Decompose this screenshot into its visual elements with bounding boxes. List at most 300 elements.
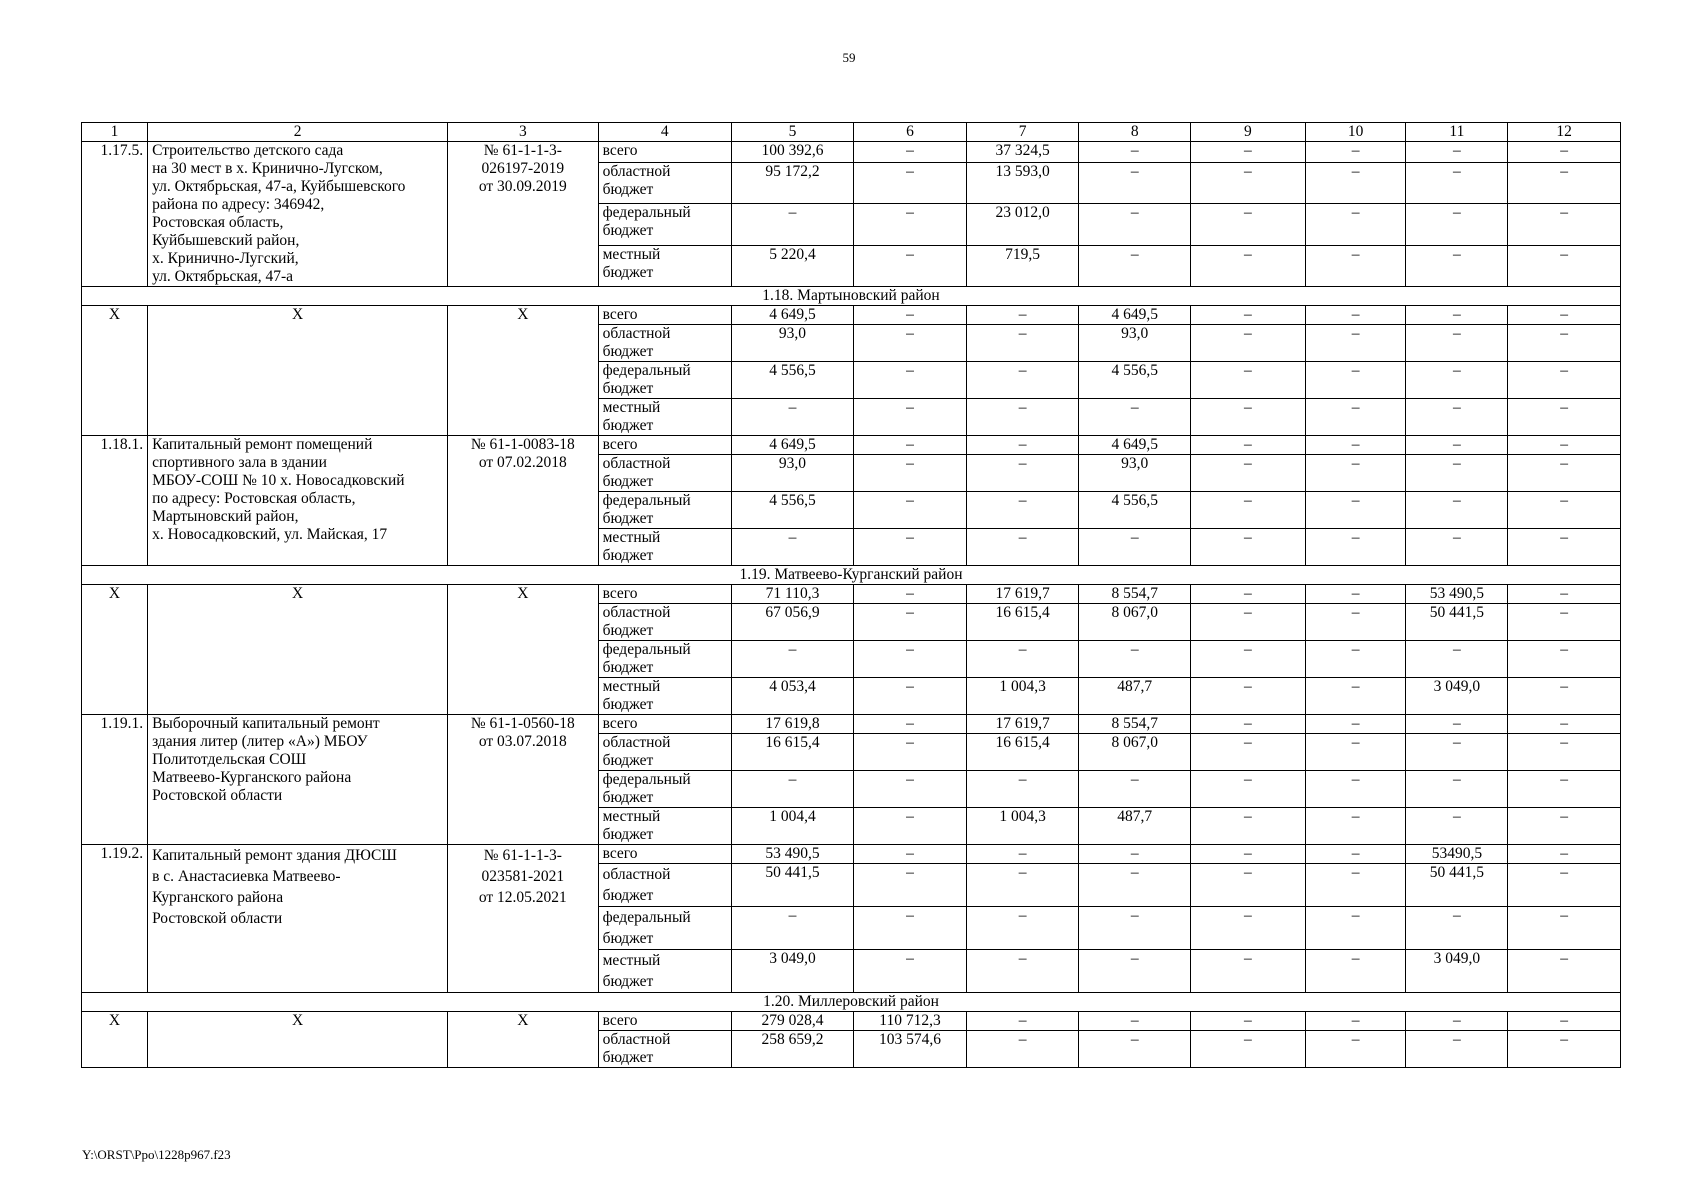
approval-doc-cell: [448, 845, 599, 993]
item-number: 1.19.1.: [82, 715, 148, 845]
amount-cell: –: [1305, 907, 1406, 950]
amount-cell: –: [1508, 808, 1621, 845]
amount-cell: –: [731, 641, 853, 678]
amount-cell: –: [1406, 907, 1508, 950]
amount-cell: –: [854, 604, 967, 641]
amount-cell: –: [1508, 950, 1621, 993]
column-number: 12: [1508, 123, 1621, 142]
approval-document: Х: [517, 306, 529, 323]
amount-cell: –: [1190, 436, 1305, 455]
amount-cell: –: [1305, 771, 1406, 808]
column-number: 1: [82, 123, 148, 142]
amount-cell: –: [854, 163, 967, 204]
amount-cell: 8 067,0: [1079, 604, 1191, 641]
funding-source-cell: [598, 204, 731, 245]
project-name-cell: [148, 585, 448, 715]
amount-cell: –: [1079, 907, 1191, 950]
amount-cell: –: [1508, 163, 1621, 204]
amount-cell: –: [1190, 734, 1305, 771]
amount-cell: –: [854, 204, 967, 245]
approval-document: Х: [517, 1012, 529, 1029]
amount-cell: 103 574,6: [854, 1031, 967, 1068]
amount-cell: –: [1305, 204, 1406, 245]
amount-cell: –: [1305, 604, 1406, 641]
item-number: 1.18.1.: [82, 436, 148, 566]
funding-source-cell: [598, 604, 731, 641]
project-name-cell: [148, 1012, 448, 1068]
budget-table: [81, 122, 1621, 1068]
project-name-cell: [148, 306, 448, 436]
amount-cell: –: [854, 362, 967, 399]
project-name-cell: [148, 845, 448, 993]
amount-cell: –: [1190, 771, 1305, 808]
amount-cell: 8 554,7: [1079, 585, 1191, 604]
amount-cell: –: [1190, 1031, 1305, 1068]
amount-cell: 5 220,4: [731, 245, 853, 286]
amount-cell: –: [966, 771, 1079, 808]
amount-cell: 93,0: [731, 455, 853, 492]
amount-cell: 4 649,5: [1079, 306, 1191, 325]
amount-cell: –: [854, 399, 967, 436]
amount-cell: –: [731, 771, 853, 808]
funding-source: федеральный бюджет: [602, 641, 691, 676]
amount-cell: 110 712,3: [854, 1012, 967, 1031]
amount-cell: –: [1190, 492, 1305, 529]
approval-doc-cell: [448, 585, 599, 715]
amount-cell: –: [1079, 142, 1191, 163]
amount-cell: 279 028,4: [731, 1012, 853, 1031]
amount-cell: –: [1406, 306, 1508, 325]
amount-cell: –: [1508, 641, 1621, 678]
amount-cell: 3 049,0: [1406, 678, 1508, 715]
amount-cell: –: [854, 492, 967, 529]
amount-cell: –: [1508, 399, 1621, 436]
funding-source: федеральный бюджет: [602, 362, 691, 397]
amount-cell: 4 053,4: [731, 678, 853, 715]
amount-cell: 16 615,4: [966, 604, 1079, 641]
amount-cell: –: [854, 325, 967, 362]
approval-doc-cell: [448, 715, 599, 845]
amount-cell: –: [966, 1031, 1079, 1068]
amount-cell: –: [854, 907, 967, 950]
funding-source: всего: [602, 436, 638, 453]
item-number: Х: [82, 585, 148, 715]
amount-cell: 4 649,5: [731, 306, 853, 325]
funding-source: всего: [602, 142, 638, 159]
funding-source: всего: [602, 845, 638, 862]
amount-cell: –: [731, 399, 853, 436]
project-name: Х: [291, 1012, 304, 1029]
item-number: 1.17.5.: [82, 142, 148, 287]
amount-cell: –: [966, 325, 1079, 362]
amount-cell: –: [1508, 492, 1621, 529]
amount-cell: –: [1508, 734, 1621, 771]
amount-cell: –: [1190, 1012, 1305, 1031]
amount-cell: –: [1508, 436, 1621, 455]
amount-cell: 93,0: [731, 325, 853, 362]
approval-document: № 61-1-0560-18 от 03.07.2018: [470, 715, 575, 750]
funding-source-cell: [598, 436, 731, 455]
amount-cell: 93,0: [1079, 325, 1191, 362]
amount-cell: –: [854, 808, 967, 845]
amount-cell: 100 392,6: [731, 142, 853, 163]
amount-cell: 37 324,5: [966, 142, 1079, 163]
district-heading-row: [82, 287, 1621, 306]
amount-cell: –: [966, 399, 1079, 436]
amount-cell: –: [1190, 604, 1305, 641]
column-number: 2: [148, 123, 448, 142]
amount-cell: –: [1508, 604, 1621, 641]
amount-cell: –: [1079, 163, 1191, 204]
amount-cell: –: [1305, 1012, 1406, 1031]
amount-cell: –: [966, 455, 1079, 492]
amount-cell: –: [854, 678, 967, 715]
amount-cell: 13 593,0: [966, 163, 1079, 204]
amount-cell: –: [966, 907, 1079, 950]
amount-cell: –: [1079, 845, 1191, 864]
funding-row: [82, 715, 1621, 734]
amount-cell: –: [854, 715, 967, 734]
amount-cell: –: [1190, 864, 1305, 907]
amount-cell: –: [1406, 436, 1508, 455]
column-number: 7: [966, 123, 1079, 142]
funding-source: местный бюджет: [602, 529, 661, 564]
amount-cell: –: [1508, 845, 1621, 864]
amount-cell: –: [966, 864, 1079, 907]
project-name-cell: [148, 715, 448, 845]
amount-cell: –: [966, 641, 1079, 678]
amount-cell: –: [1305, 492, 1406, 529]
amount-cell: –: [1305, 641, 1406, 678]
project-name: Строительство детского сада на 30 мест в х. Кринично-Лугском, ул. Октябрьская, 47-а, Куйбышевского района по адресу: 346942, Ростовская область, Куйбышевский район, х. Кринично-Лугский, ул. Октябрьская, 47-а: [152, 142, 406, 285]
amount-cell: –: [1305, 1031, 1406, 1068]
funding-row: [82, 585, 1621, 604]
amount-cell: 1 004,4: [731, 808, 853, 845]
amount-cell: –: [1190, 529, 1305, 566]
district-heading-row: [82, 566, 1621, 585]
funding-source: областной бюджет: [602, 325, 671, 360]
amount-cell: 8 067,0: [1079, 734, 1191, 771]
funding-row: [82, 1012, 1621, 1031]
amount-cell: –: [1079, 245, 1191, 286]
funding-source-cell: [598, 1031, 731, 1068]
amount-cell: –: [1508, 907, 1621, 950]
amount-cell: –: [854, 142, 967, 163]
funding-source: областной бюджет: [602, 604, 671, 639]
funding-source-cell: [598, 163, 731, 204]
amount-cell: –: [1508, 245, 1621, 286]
amount-cell: 8 554,7: [1079, 715, 1191, 734]
footer-file-path: Y:\ORST\Ppo\1228p967.f23: [82, 1147, 231, 1162]
funding-row: [82, 306, 1621, 325]
amount-cell: 53 490,5: [731, 845, 853, 864]
amount-cell: –: [1508, 585, 1621, 604]
amount-cell: 23 012,0: [966, 204, 1079, 245]
amount-cell: –: [731, 204, 853, 245]
amount-cell: 487,7: [1079, 678, 1191, 715]
amount-cell: 50 441,5: [1406, 604, 1508, 641]
amount-cell: –: [854, 864, 967, 907]
funding-source: областной бюджет: [602, 163, 671, 199]
amount-cell: –: [1305, 245, 1406, 286]
amount-cell: –: [1190, 325, 1305, 362]
amount-cell: –: [1508, 864, 1621, 907]
district-heading: 1.19. Матвеево-Курганский район: [82, 566, 1621, 585]
amount-cell: –: [1305, 678, 1406, 715]
funding-source: местный бюджет: [602, 808, 661, 843]
district-heading: 1.18. Мартыновский район: [82, 287, 1621, 306]
column-number: 9: [1190, 123, 1305, 142]
amount-cell: –: [854, 950, 967, 993]
column-number: 10: [1305, 123, 1406, 142]
amount-cell: –: [1190, 204, 1305, 245]
amount-cell: –: [854, 845, 967, 864]
amount-cell: –: [1190, 163, 1305, 204]
amount-cell: 50 441,5: [731, 864, 853, 907]
amount-cell: –: [854, 734, 967, 771]
funding-row: [82, 845, 1621, 864]
amount-cell: –: [1190, 245, 1305, 286]
item-number: 1.19.2.: [82, 845, 148, 993]
funding-source-cell: [598, 492, 731, 529]
amount-cell: 4 556,5: [1079, 492, 1191, 529]
amount-cell: –: [1406, 245, 1508, 286]
amount-cell: 4 649,5: [1079, 436, 1191, 455]
funding-source-cell: [598, 641, 731, 678]
funding-source: федеральный бюджет: [602, 492, 691, 527]
amount-cell: –: [1508, 1012, 1621, 1031]
approval-doc-cell: [448, 436, 599, 566]
amount-cell: –: [1508, 529, 1621, 566]
funding-source-cell: [598, 245, 731, 286]
amount-cell: –: [1190, 678, 1305, 715]
funding-source-cell: [598, 808, 731, 845]
amount-cell: –: [1079, 204, 1191, 245]
amount-cell: –: [1190, 715, 1305, 734]
amount-cell: –: [1406, 734, 1508, 771]
amount-cell: 4 649,5: [731, 436, 853, 455]
amount-cell: 53490,5: [1406, 845, 1508, 864]
funding-source: областной бюджет: [602, 1031, 671, 1066]
amount-cell: –: [854, 529, 967, 566]
amount-cell: 4 556,5: [1079, 362, 1191, 399]
amount-cell: 1 004,3: [966, 808, 1079, 845]
amount-cell: 67 056,9: [731, 604, 853, 641]
amount-cell: –: [1406, 1012, 1508, 1031]
amount-cell: –: [1079, 529, 1191, 566]
item-number: Х: [82, 306, 148, 436]
amount-cell: –: [1406, 808, 1508, 845]
amount-cell: 16 615,4: [731, 734, 853, 771]
amount-cell: 1 004,3: [966, 678, 1079, 715]
funding-source: местный бюджет: [602, 952, 661, 990]
amount-cell: 4 556,5: [731, 492, 853, 529]
amount-cell: –: [1305, 715, 1406, 734]
amount-cell: –: [1190, 142, 1305, 163]
column-number-row: [82, 123, 1621, 142]
amount-cell: –: [854, 585, 967, 604]
amount-cell: –: [1190, 455, 1305, 492]
amount-cell: –: [1305, 529, 1406, 566]
amount-cell: –: [1305, 808, 1406, 845]
amount-cell: –: [1406, 529, 1508, 566]
amount-cell: –: [854, 771, 967, 808]
funding-source-cell: [598, 715, 731, 734]
funding-source: всего: [602, 715, 638, 732]
amount-cell: –: [1508, 325, 1621, 362]
funding-source: областной бюджет: [602, 455, 671, 490]
amount-cell: –: [1305, 950, 1406, 993]
funding-source-cell: [598, 1012, 731, 1031]
amount-cell: –: [1406, 163, 1508, 204]
funding-source: всего: [602, 585, 638, 602]
amount-cell: 17 619,8: [731, 715, 853, 734]
amount-cell: –: [854, 436, 967, 455]
project-name: Выборочный капитальный ремонт здания литер (литер «А») МБОУ Политотдельская СОШ Матвеево-Курганского района Ростовской области: [152, 715, 380, 804]
amount-cell: –: [1190, 845, 1305, 864]
funding-source-cell: [598, 845, 731, 864]
column-number: 11: [1406, 123, 1508, 142]
amount-cell: –: [1406, 641, 1508, 678]
funding-source: федеральный бюджет: [602, 771, 691, 806]
amount-cell: 17 619,7: [966, 715, 1079, 734]
amount-cell: –: [1079, 950, 1191, 993]
funding-source: областной бюджет: [602, 866, 671, 904]
column-number: 8: [1079, 123, 1191, 142]
amount-cell: –: [966, 436, 1079, 455]
amount-cell: –: [966, 306, 1079, 325]
amount-cell: –: [1190, 362, 1305, 399]
amount-cell: –: [1305, 845, 1406, 864]
amount-cell: 95 172,2: [731, 163, 853, 204]
funding-source-cell: [598, 529, 731, 566]
column-number: 3: [448, 123, 599, 142]
amount-cell: –: [1305, 455, 1406, 492]
amount-cell: 258 659,2: [731, 1031, 853, 1068]
funding-source: областной бюджет: [602, 734, 671, 769]
amount-cell: –: [1305, 399, 1406, 436]
amount-cell: –: [731, 907, 853, 950]
amount-cell: –: [1190, 399, 1305, 436]
amount-cell: 50 441,5: [1406, 864, 1508, 907]
amount-cell: 487,7: [1079, 808, 1191, 845]
funding-source-cell: [598, 362, 731, 399]
amount-cell: –: [1190, 808, 1305, 845]
item-number: Х: [82, 1012, 148, 1068]
amount-cell: 93,0: [1079, 455, 1191, 492]
amount-cell: –: [1079, 1031, 1191, 1068]
funding-row: [82, 142, 1621, 163]
amount-cell: –: [966, 492, 1079, 529]
funding-source-cell: [598, 950, 731, 993]
amount-cell: –: [1190, 907, 1305, 950]
amount-cell: –: [731, 529, 853, 566]
funding-source-cell: [598, 734, 731, 771]
amount-cell: –: [1305, 734, 1406, 771]
amount-cell: –: [1406, 325, 1508, 362]
amount-cell: –: [854, 306, 967, 325]
amount-cell: 17 619,7: [966, 585, 1079, 604]
amount-cell: –: [1508, 362, 1621, 399]
funding-source-cell: [598, 306, 731, 325]
approval-doc-cell: [448, 142, 599, 287]
amount-cell: –: [1508, 204, 1621, 245]
amount-cell: –: [1508, 678, 1621, 715]
amount-cell: –: [966, 1012, 1079, 1031]
amount-cell: –: [1406, 362, 1508, 399]
amount-cell: –: [1508, 1031, 1621, 1068]
funding-source: всего: [602, 306, 638, 323]
amount-cell: –: [1190, 585, 1305, 604]
amount-cell: –: [1406, 771, 1508, 808]
funding-source-cell: [598, 325, 731, 362]
funding-source-cell: [598, 907, 731, 950]
amount-cell: –: [1305, 585, 1406, 604]
amount-cell: –: [1508, 771, 1621, 808]
amount-cell: –: [966, 845, 1079, 864]
amount-cell: 3 049,0: [731, 950, 853, 993]
approval-doc-cell: [448, 1012, 599, 1068]
district-heading: 1.20. Миллеровский район: [82, 993, 1621, 1012]
amount-cell: –: [1305, 864, 1406, 907]
amount-cell: –: [1406, 1031, 1508, 1068]
amount-cell: –: [1406, 399, 1508, 436]
amount-cell: –: [1406, 492, 1508, 529]
amount-cell: –: [1508, 142, 1621, 163]
funding-source: всего: [602, 1012, 638, 1029]
funding-source-cell: [598, 455, 731, 492]
amount-cell: –: [1079, 641, 1191, 678]
amount-cell: 16 615,4: [966, 734, 1079, 771]
funding-source: местный бюджет: [602, 678, 661, 713]
approval-document: Х: [517, 585, 529, 602]
amount-cell: –: [966, 362, 1079, 399]
amount-cell: –: [1079, 399, 1191, 436]
funding-source: местный бюджет: [602, 245, 661, 281]
project-name: Капитальный ремонт помещений спортивного зала в здании МБОУ-СОШ № 10 х. Новосадковский по адресу: Ростовская область, Мартыновский район, х. Новосадковский, ул. Майская, 17: [152, 436, 405, 543]
amount-cell: –: [1079, 1012, 1191, 1031]
amount-cell: –: [1406, 715, 1508, 734]
amount-cell: –: [1406, 204, 1508, 245]
project-name: Х: [291, 306, 304, 323]
column-number: 6: [854, 123, 967, 142]
amount-cell: –: [1305, 306, 1406, 325]
amount-cell: 719,5: [966, 245, 1079, 286]
amount-cell: –: [1079, 864, 1191, 907]
amount-cell: –: [966, 529, 1079, 566]
amount-cell: –: [1305, 362, 1406, 399]
amount-cell: –: [1508, 455, 1621, 492]
amount-cell: –: [1305, 325, 1406, 362]
amount-cell: –: [1508, 306, 1621, 325]
district-heading-row: [82, 993, 1621, 1012]
amount-cell: 3 049,0: [1406, 950, 1508, 993]
approval-document: № 61-1-1-3- 023581-2021 от 12.05.2021: [478, 847, 567, 906]
amount-cell: –: [966, 950, 1079, 993]
funding-source-cell: [598, 399, 731, 436]
amount-cell: –: [1190, 641, 1305, 678]
amount-cell: –: [1508, 715, 1621, 734]
funding-source-cell: [598, 585, 731, 604]
project-name-cell: [148, 142, 448, 287]
column-number: 5: [731, 123, 853, 142]
funding-source-cell: [598, 771, 731, 808]
approval-document: № 61-1-0083-18 от 07.02.2018: [470, 436, 575, 471]
amount-cell: –: [1305, 436, 1406, 455]
amount-cell: –: [1406, 455, 1508, 492]
amount-cell: –: [1406, 142, 1508, 163]
amount-cell: 53 490,5: [1406, 585, 1508, 604]
